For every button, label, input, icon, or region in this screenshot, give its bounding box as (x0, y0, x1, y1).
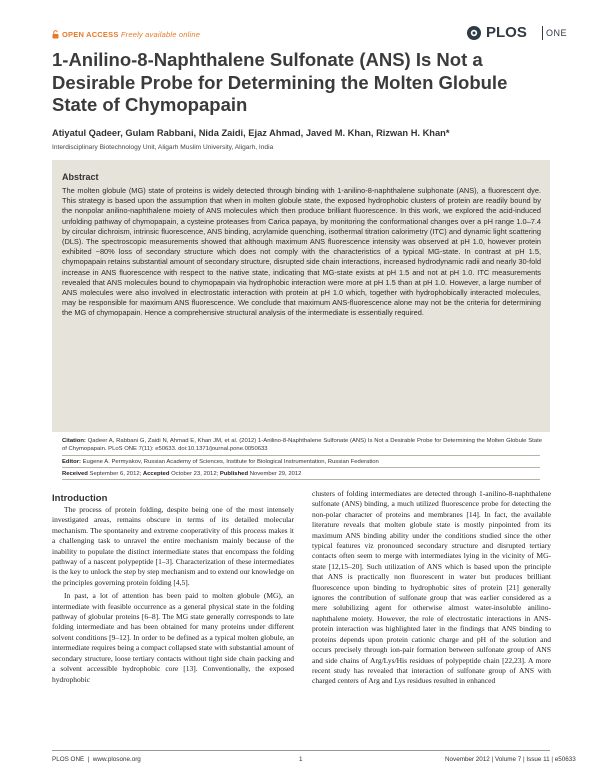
published-date: November 29, 2012 (249, 471, 302, 477)
oa-freely-available: Freely available online (120, 30, 201, 39)
received-label: Received (62, 471, 88, 477)
footer-divider (52, 750, 550, 751)
citation (62, 437, 542, 453)
affiliation: Interdisciplinary Biotechnology Unit, Aligarh Muslim University, Aligarh, India (52, 144, 274, 151)
open-lock-icon (52, 30, 59, 39)
abstract-box (52, 160, 550, 432)
meta-divider (62, 467, 540, 468)
editor-text: Eugene A. Permyakov, Russian Academy of Sciences, Institute for Biological Instrumentation, Russian Federation (82, 459, 379, 465)
column-left (52, 505, 294, 685)
intro-paragraph: In past, a lot of attention has been paid to molten globule (MG), an intermediate with feasible occurrence as a general physical state in the folding pathway of globular proteins [6–8]. The MG state generally corresponds to late folding intermediate and has been obtained for many proteins under different solvent conditions [9–12]. In order to be defined as a typical molten globule, an intermediate requires being a compact collapsed state with substantial amount of secondary structure, loose tertiary contacts without tight side chain packing and a solvent accessible hydrophobic core [13]. Conventionally, the exposed hydrophobic (52, 591, 295, 684)
footer-issue: November 2012 | Volume 7 | Issue 11 | e50633 (445, 756, 576, 763)
citation-text: Qadeer A, Rabbani G, Zaidi N, Ahmad E, Khan JM, et al. (2012) 1-Anilino-8-Naphthalene Sulfonate (ANS) Is Not a Desirable Probe for Determining the Molten Globule State of Chymopapain. PLoS ONE 7(11): e50633. doi:10.1371/journal.pone.0050633 (62, 438, 542, 452)
intro-paragraph: clusters of folding intermediates are detected through 1-anilino-8-naphthalene sulfonate (ANS) binding, a much utilized fluorescence probe for detecting the non-polar character of proteins and membranes [14]. In fact, the available literature reveals that molten globule state is mostly pinpointed from its maximum ANS binding ability under the conditions studied since the other typical features viz pronounced secondary structure and disrupted tertiary contacts often seem to merge with intermediates lying in the vicinity of MG-state [12,15–20]. Such utilization of ANS which is based upon the principle that ANS is practically non fluorescent in water but produces brilliant fluorescence upon binding to hydrophobic sites of protein [21] generally ignores the contribution of sulfonate group that was earlier considered as a mere solubilizing agent for otherwise almost water-insoluble anilino-naphthalene moiety. However, the role of electrostatic interactions in ANS-protein interaction was highlighted later in the findings that ANS binding to proteins depends upon protein cationic charge and pH of the solution and occurs precisely through ion-pair formation between sulfonate group of ANS and side chains of Arg/Lys/His residues of polypeptide chain [22,23]. A more recent study has revealed that interaction of sulfonate group of ANS with charged centers of Arg and Lys residues resulted in enhanced (312, 489, 551, 686)
meta-divider (62, 479, 540, 480)
dates (62, 470, 542, 478)
accepted-date: October 23, 2012; (171, 471, 219, 477)
logo-divider (542, 26, 543, 40)
received-date: September 6, 2012; (89, 471, 142, 477)
accepted-label: Accepted (142, 471, 170, 477)
oa-open: OPEN (62, 30, 85, 39)
footer-url[interactable]: www.plosone.org (92, 756, 141, 763)
author-list: Atiyatul Qadeer, Gulam Rabbani, Nida Zaidi, Ejaz Ahmad, Javed M. Khan, Rizwan H. Khan* (52, 128, 450, 138)
abstract-heading: Abstract (62, 172, 99, 182)
open-access-label (52, 30, 200, 39)
meta-divider (62, 455, 540, 456)
editor (62, 458, 542, 466)
article-title: 1-Anilino-8-Naphthalene Sulfonate (ANS) Is Not a Desirable Probe for Determining the Molten Globule State of Chymopapain (52, 49, 508, 115)
footer-journal: PLOS ONE | www.plosone.org (52, 756, 141, 763)
page-number: 1 (299, 756, 303, 763)
editor-label: Editor: (62, 459, 81, 465)
logo-plos-text: PLOS (486, 24, 527, 41)
introduction-heading: Introduction (52, 493, 108, 504)
intro-paragraph: The process of protein folding, despite being one of the most intensely investigated areas, remains obscure in terms of its detailed molecular mechanism. The spontaneity and extreme cooperativity of this process makes it a challenging task to unravel the entire mechanism mainly because of the inability to populate the distinct intermediate states that encompass the folding pathway of a nascent polypeptide [1–3]. Characterization of these intermediates is the key to unlock the step by step mechanism and to extend our knowledge on the principles governing protein folding [4,5]. (52, 505, 294, 587)
published-label: Published (219, 471, 249, 477)
abstract-text: The molten globule (MG) state of proteins is widely detected through binding with 1-anilino-8-naphthalene sulphonate (ANS), a fluorescent dye. This strategy is based upon the assumption that when in molten globule state, the exposed hydrophobic clusters of protein are readily bound by the nonpolar anilino-naphthalene moiety of ANS molecules which then produce brilliant fluorescence. In this work, we explored the acid-induced unfolding pathway of chymopapain, a cysteine proteases from Carica papaya, by monitoring the conformational changes over a pH range 1.0–7.4 by circular dichroism, intrinsic fluorescence, ANS binding, acrylamide quenching, isothermal titration calorimetry (ITC) and dynamic light scattering (DLS). The spectroscopic measurements showed that although maximum ANS fluorescence intensity was observed at pH 1.0, however protein exhibited ~80% loss of secondary structure which does not comply with the characteristics of a typical MG-state. In contrast at pH 1.5, chymopapain retains substantial amount of secondary structure, disrupted side chain interactions, increased hydrodynamic radii and nearly 30-fold increase in ANS fluorescence with respect to the native state, indicating that MG-state exists at pH 1.5 and not at pH 1.0. ITC measurements revealed that ANS molecules bound to chymopapain via hydrophobic interaction were more at pH 1.5 than at pH 1.0. However, a large number of ANS molecules were also involved in electrostatic interaction with protein at pH 1.0 which, together with hydrophobically interacted molecules, may be responsible for maximum ANS fluorescence. We conclude that maximum ANS-fluorescence alone may not be the criteria for determining the MG of chymopapain. Hence a comprehensive structural analysis of the intermediate is essentially required. (62, 186, 541, 318)
oa-access: ACCESS (86, 30, 119, 39)
logo-one-text: ONE (546, 28, 568, 38)
column-right (312, 489, 551, 687)
footer-journal-name: PLOS ONE (52, 756, 85, 763)
citation-label: Citation: (62, 438, 86, 444)
plos-logo-icon (466, 25, 482, 41)
